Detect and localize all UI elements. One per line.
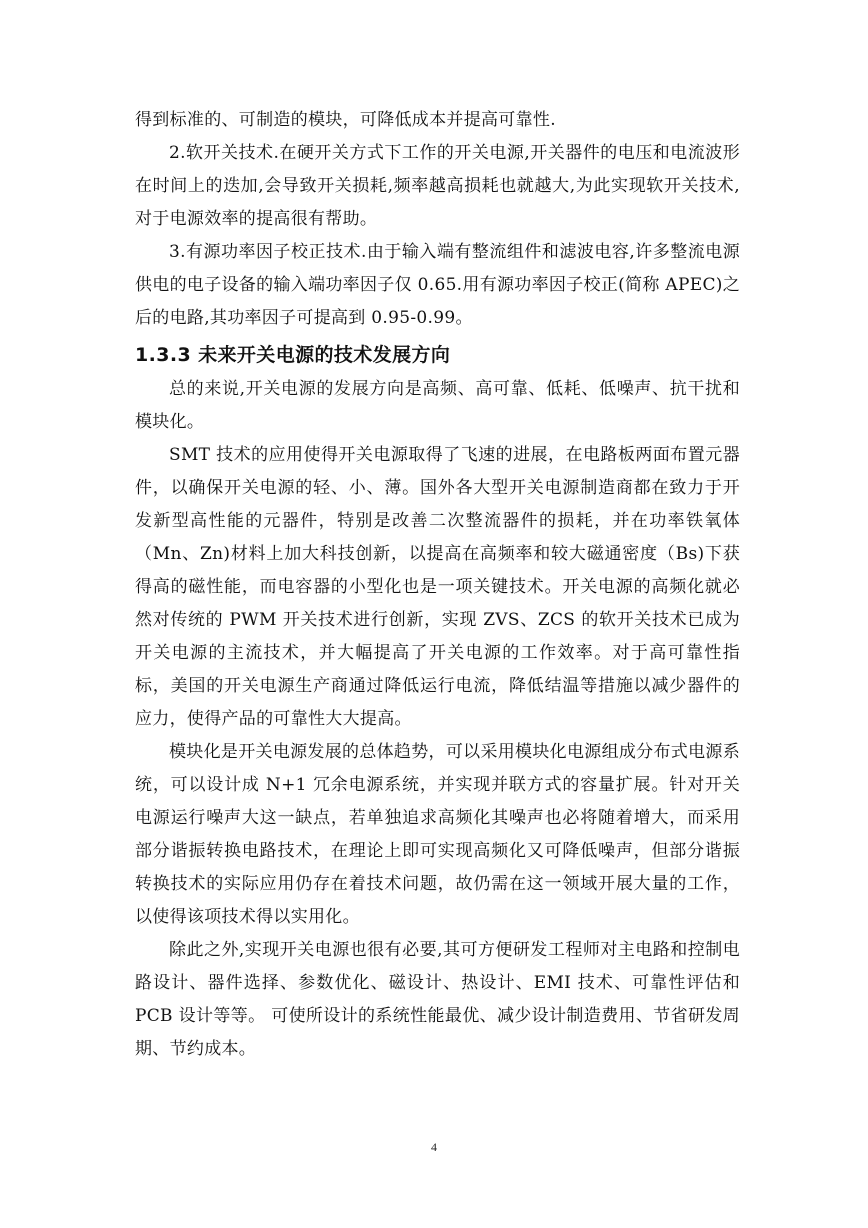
- continuation-paragraph: 得到标准的、可制造的模块，可降低成本并提高可靠性.: [135, 110, 556, 130]
- smt-technology-paragraph: SMT 技术的应用使得开关电源取得了飞速的进展，在电路板两面布置元器件，以确保开关电源的轻、小、薄。国外各大型开关电源制造商都在致力于开发新型高性能的元器件，特别是改善二次整流器件的损耗，并在功率铁氧体（Mn、Zn)材料上加大科技创新，以提高在高频率和较大磁通密度（Bs)下获得高的磁性能，而电容器的小型化也是一项关键技术。开关电源的高频化就必然对传统的 PWM 开关技术进行创新，实现 ZVS、ZCS 的软开关技术已成为开关电源的主流技术，并大幅提高了开关电源的工作效率。对于高可靠性指标，美国的开关电源生产商通过降低运行电流，降低结温等措施以减少器件的应力，使得产品的可靠性大大提高。: [135, 445, 740, 729]
- design-simulation-paragraph: 除此之外,实现开关电源也很有必要,其可方便研发工程师对主电路和控制电路设计、器件选择、参数优化、磁设计、热设计、EMI 技术、可靠性评估和 PCB 设计等等。 可使所设计的系统性能最优、减少设计制造费用、节省研发周期、节约成本。: [135, 940, 740, 1059]
- page-content: [135, 104, 740, 1066]
- page-number: 4: [431, 1140, 437, 1154]
- development-direction-paragraph: 总的来说,开关电源的发展方向是高频、高可靠、低耗、低噪声、抗干扰和模块化。: [135, 379, 740, 432]
- section-heading: 1.3.3 未来开关电源的技术发展方向: [135, 344, 451, 366]
- power-factor-correction-paragraph: 3.有源功率因子校正技术.由于输入端有整流组件和滤波电容,许多整流电源供电的电子设备的输入端功率因子仅 0.65.用有源功率因子校正(简称 APEC)之后的电路,其功率因子可提高到 0.95-0.99。: [135, 242, 740, 328]
- soft-switching-paragraph: 2.软开关技术.在硬开关方式下工作的开关电源,开关器件的电压和电流波形在时间上的迭加,会导致开关损耗,频率越高损耗也就越大,为此实现软开关技术,对于电源效率的提高很有帮助。: [135, 143, 740, 229]
- modularization-paragraph: 模块化是开关电源发展的总体趋势，可以采用模块化电源组成分布式电源系统，可以设计成 N+1 冗余电源系统，并实现并联方式的容量扩展。针对开关电源运行噪声大这一缺点，若单独追求高频化其噪声也必将随着增大，而采用部分谐振转换电路技术，在理论上即可实现高频化又可降低噪声，但部分谐振转换技术的实际应用仍存在着技术问题，故仍需在这一领域开展大量的工作，以使得该项技术得以实用化。: [135, 742, 740, 927]
